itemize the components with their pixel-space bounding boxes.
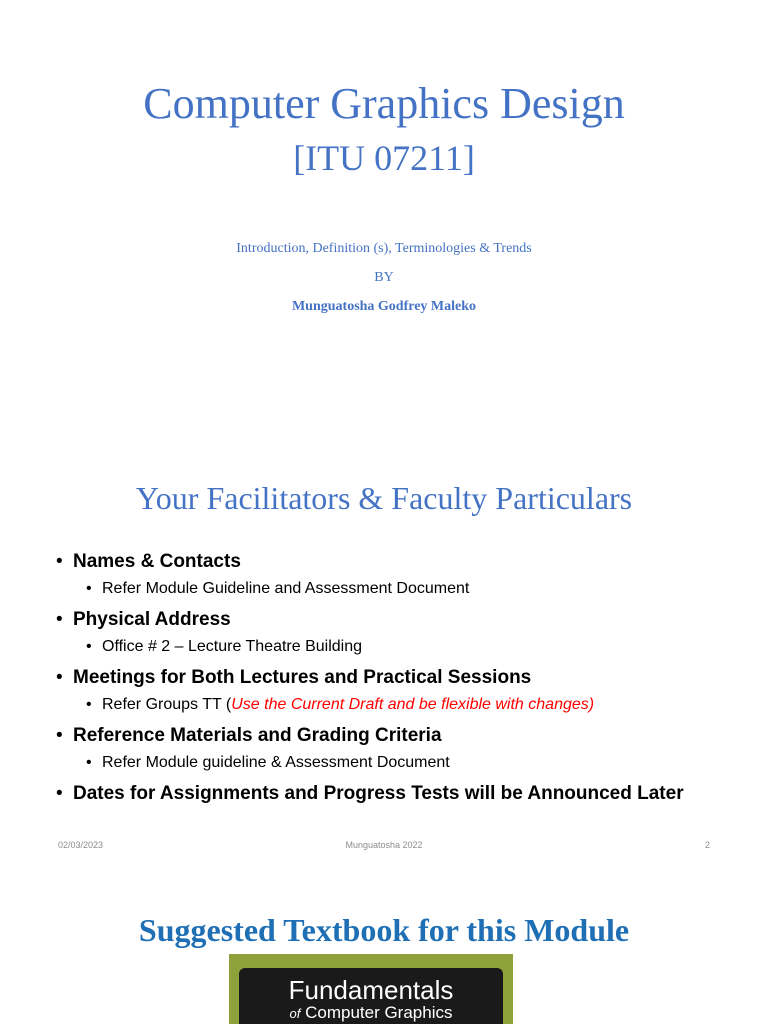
bullet-detail: • Office # 2 – Lecture Theatre Building [86,636,746,657]
list-item [56,782,746,806]
by-label: BY [374,270,394,285]
book-subtitle [239,1004,503,1023]
slide-facilitators [0,430,768,870]
bullet-detail: • Refer Module Guideline and Assessment Document [86,578,746,599]
book-cover-panel [239,968,503,1024]
list-item [56,666,746,715]
bullet-heading: • Physical Address [56,608,746,632]
course-code: [ITU 07211] [293,138,475,178]
bullet-detail [86,694,746,715]
list-item [56,724,746,773]
book-subtitle-text: Computer Graphics [305,1003,453,1022]
detail-prefix: Refer Groups TT ( [102,696,232,713]
bullet-heading: • Dates for Assignments and Progress Tests will be Announced Later [56,782,746,806]
book-of: of [289,1006,301,1021]
slide-heading: Suggested Textbook for this Module [138,912,630,948]
slide-heading: Your Facilitators & Faculty Particulars [135,480,633,516]
book-title: Fundamentals [288,975,454,1005]
bullet-heading: • Reference Materials and Grading Criteria [56,724,746,748]
book-cover-image [229,954,513,1024]
list-item [56,550,746,599]
footer-author: Munguatosha 2022 [345,840,423,850]
course-title: Computer Graphics Design [143,79,625,128]
bullet-heading: • Names & Contacts [56,550,746,574]
bullet-detail: • Refer Module guideline & Assessment Document [86,752,746,773]
detail-suffix: ) [588,696,595,713]
list-item [56,608,746,657]
page-number: 2 [704,840,710,850]
bullet-list [56,550,746,815]
footer-date: 02/03/2023 [58,840,104,850]
slide-title [0,0,768,430]
author-name: Munguatosha Godfrey Maleko [291,299,477,314]
bullet-heading: • Meetings for Both Lectures and Practical Sessions [56,666,746,690]
slide-textbook [0,870,768,1024]
highlight-note: Use the Current Draft and be flexible with changes [231,696,589,713]
lecture-subtitle: Introduction, Definition (s), Terminologies & Trends [236,241,532,256]
